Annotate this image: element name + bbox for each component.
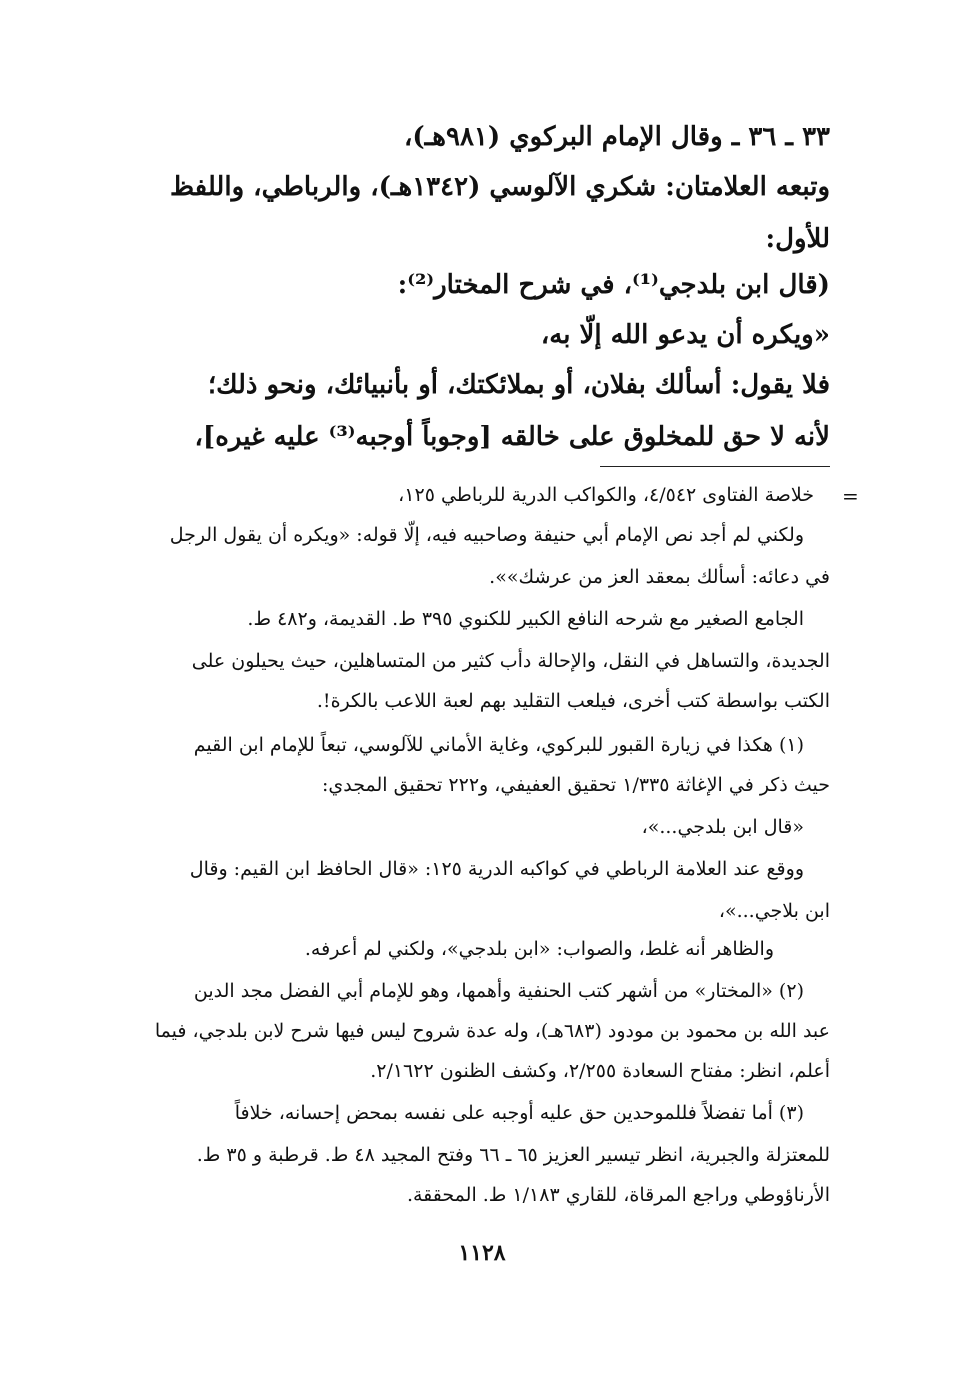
footnote-2-line: عبد الله بن محمود بن مودود (٦٨٣هـ)، وله عدة شروح ليس فيها شرح لابن بلدجي، فيما xyxy=(154,1020,830,1042)
footnote-1-line: ووقع عند العلامة الرباطي في كواكبه الدرية ١٢٥: «قال الحافظ ابن القيم: وقال xyxy=(189,858,804,880)
body-line-5: «ويكره أن يدعو الله إلّا به، xyxy=(540,320,830,350)
footnote-separator xyxy=(600,466,830,467)
body-line-2: وتبعه العلامتان: شكري الآلوسي (١٣٤٢هـ)، والرباطي، واللفظ xyxy=(169,172,830,202)
footnote-1-line: (١) هكذا في زيارة القبور للبركوي، وغاية الأماني للآلوسي، تبعاً للإمام ابن القيم xyxy=(193,734,804,756)
body-line-4: (قال ابن بلدجي⁽¹⁾، في شرح المختار⁽²⁾: xyxy=(397,270,830,300)
footnote-1-line: «قال ابن بلدجي...»، xyxy=(641,816,804,838)
footnote-line: الجامع الصغير مع شرحه النافع الكبير للكنوي ٣٩٥ ط. القديمة، و٤٨٢ ط. xyxy=(247,608,804,630)
footnote-3-line: الأرناؤوطي وراجع المرقاة، للقاري ١/١٨٣ ط. المحققة. xyxy=(406,1184,830,1206)
footnote-2-line: أعلم، انظر: مفتاح السعادة ٢/٢٥٥، وكشف الظنون ٢/١٦٢٢. xyxy=(370,1060,830,1082)
footnote-line: الجديدة، والتساهل في النقل، والإحالة دأب كثير من المتساهلين، حيث يحيلون على xyxy=(191,650,830,672)
page-number: ١١٢٨ xyxy=(458,1240,506,1266)
footnote-line: ولكني لم أجد نص الإمام أبي حنيفة وصاحبيه فيه، إلّا قوله: «ويكره أن يقول الرجل xyxy=(169,524,804,546)
body-line-3: للأول: xyxy=(765,224,830,254)
footnote-3-line: للمعتزلة والجبرية، انظر تيسير العزيز ٦٥ ـ ٦٦ وفتح المجيد ٤٨ ط. قرطبة و ٣٥ ط. xyxy=(196,1144,830,1166)
footnote-1-line: والظاهر أنه غلط، والصواب: «ابن بلدجي»، ولكني لم أعرفه. xyxy=(304,938,774,960)
footnote-1-line: حيث ذكر في الإغاثة ١/٣٣٥ تحقيق العفيفي، و٢٢٢ تحقيق المجدي: xyxy=(322,774,830,796)
footnote-3-line: (٣) أما تفضلاً فللموحدين حق عليه أوجبه على نفسه بمحض إحسانه، خلافاً xyxy=(234,1102,804,1124)
body-line-1: ٣٣ ـ ٣٦ ـ وقال الإمام البركوي (٩٨١هـ)، xyxy=(403,122,830,152)
footnote-line: في دعائه: أسألك بمعقد العز من عرشك»». xyxy=(489,566,830,588)
body-line-6: فلا يقول: أسألك بفلان، أو بملائكتك، أو بأنبيائك، ونحو ذلك؛ xyxy=(207,370,830,400)
footnote-line: خلاصة الفتاوى ٤/٥٤٢، والكواكب الدرية للرباطي ١٢٥، xyxy=(398,484,814,506)
footnote-2-line: (٢) «المختار» من أشهر كتب الحنفية وأهمها، وهو للإمام أبي الفضل مجد الدين xyxy=(193,980,804,1002)
body-line-7: لأنه لا حق للمخلوق على خالقه [وجوباً أوجبه⁽³⁾ عليه غيره]، xyxy=(194,422,830,452)
footnote-line: الكتب بواسطة كتب أخرى، فيلعب التقليد بهم لعبة اللاعب بالكرة!. xyxy=(316,690,830,712)
footnote-continuation-marker: = xyxy=(842,484,859,508)
footnote-1-line: ابن بلاجي...»، xyxy=(718,900,830,922)
